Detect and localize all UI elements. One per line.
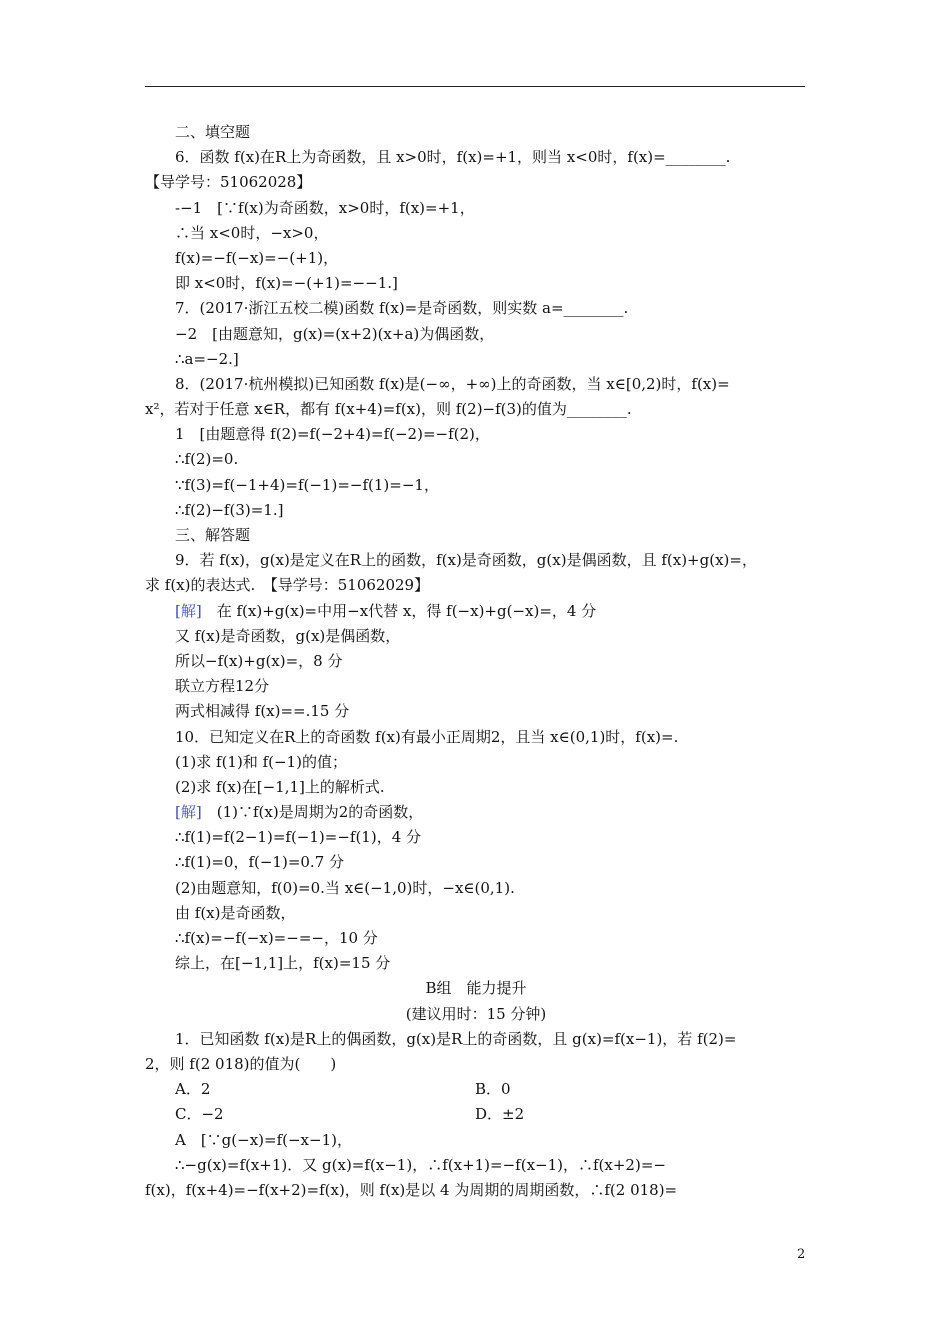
answer-line: ∴a=−2.] <box>175 349 239 368</box>
section-heading-fill-in: 二、填空题 <box>175 123 251 141</box>
solution-line <box>145 599 807 624</box>
solution-line: 联立方程12分 <box>175 677 270 696</box>
answer-line: f(x)，f(x+4)=−f(x+2)=f(x)，则 f(x)是以 4 为周期的周期函数，∴f(2 018)= <box>145 1180 678 1199</box>
answer-line: 即 x<0时，f(x)=−(+1)=−−1.] <box>175 274 398 293</box>
solution-line <box>145 800 807 825</box>
answer-line: 1 [由题意得 f(2)=f(−2+4)=f(−2)=−f(2)， <box>175 425 490 444</box>
answer-line: f(x)=−f(−x)=−(+1)， <box>175 248 339 267</box>
suggested-time: (建议用时：15 分钟) <box>405 1004 547 1023</box>
question-9: 9．若 f(x)，g(x)是定义在R上的函数，f(x)是奇函数，g(x)是偶函数，且 f(x)+g(x)=， <box>175 551 757 570</box>
solution-line: 又 f(x)是奇函数，g(x)是偶函数， <box>175 626 401 645</box>
solution-line: 两式相减得 f(x)==.15 分 <box>175 702 350 721</box>
solution-line: ∴f(x)=−f(−x)=−=−，10 分 <box>175 929 378 947</box>
group-b-heading: B组 能力提升 <box>425 979 527 998</box>
section-heading-solve: 三、解答题 <box>175 526 251 544</box>
solution-label: [解] <box>175 601 202 620</box>
option-d: D．±2 <box>475 1105 525 1124</box>
answer-line: ∴f(2)−f(3)=1.] <box>175 500 284 519</box>
answer-line: −2 [由题意知，g(x)=(x+2)(x+a)为偶函数， <box>175 324 495 343</box>
question-b1: 1．已知函数 f(x)是R上的偶函数，g(x)是R上的奇函数，且 g(x)=f(x−1)，若 f(2)= <box>175 1029 737 1048</box>
answer-line: -−1 [∵f(x)为奇函数，x>0时，f(x)=+1， <box>175 198 475 217</box>
question-10: 10．已知定义在R上的奇函数 f(x)有最小正周期2，且当 x∈(0,1)时，f(x)=. <box>175 727 679 746</box>
solution-line: ∴f(1)=f(2−1)=f(−1)=−f(1)，4 分 <box>175 828 422 847</box>
solution-label: [解] <box>175 803 202 822</box>
solution-line: 综上，在[−1,1]上，f(x)=15 分 <box>175 954 391 973</box>
question-8: 8．(2017·杭州模拟)已知函数 f(x)是(−∞，+∞)上的奇函数，当 x∈[0,2)时，f(x)= <box>175 374 730 393</box>
question-10-part2: (2)求 f(x)在[−1,1]上的解析式. <box>175 777 385 796</box>
solution-line: (2)由题意知，f(0)=0.当 x∈(−1,0)时，−x∈(0,1). <box>175 878 515 897</box>
option-b: B．0 <box>475 1080 511 1099</box>
option-a: A．2 <box>175 1080 211 1099</box>
page-number: 2 <box>797 1247 806 1262</box>
options-row <box>145 1102 807 1127</box>
question-9-cont: 求 f(x)的表达式. 【导学号：51062029】 <box>145 576 430 595</box>
header-rule <box>145 86 805 87</box>
answer-line: ∵f(3)=f(−1+4)=f(−1)=−f(1)=−1， <box>175 475 439 494</box>
question-8-cont: x²，若对于任意 x∈R，都有 f(x+4)=f(x)，则 f(2)−f(3)的值为________. <box>145 400 632 419</box>
guide-number: 【导学号：51062028】 <box>145 173 312 192</box>
answer-line: A [∵g(−x)=f(−x−1)， <box>175 1130 352 1149</box>
answer-line: ∴f(2)=0. <box>175 450 239 469</box>
answer-line: ∴当 x<0时，−x>0， <box>175 223 329 242</box>
question-6: 6．函数 f(x)在R上为奇函数，且 x>0时，f(x)=+1，则当 x<0时，f(x)=________. <box>175 148 731 167</box>
question-7: 7．(2017·浙江五校二模)函数 f(x)=是奇函数，则实数 a=________. <box>175 299 629 318</box>
answer-line: ∴−g(x)=f(x+1)．又 g(x)=f(x−1)，∴f(x+1)=−f(x−1)，∴f(x+2)=− <box>175 1155 666 1174</box>
solution-line: 所以−f(x)+g(x)=，8 分 <box>175 651 343 670</box>
solution-text: (1)∵f(x)是周期为2的奇函数， <box>216 803 424 822</box>
document-body <box>145 120 807 1203</box>
solution-text: 在 f(x)+g(x)=中用−x代替 x，得 f(−x)+g(−x)=，4 分 <box>216 601 597 620</box>
question-b1-cont: 2，则 f(2 018)的值为( ) <box>145 1054 337 1073</box>
option-c: C．−2 <box>175 1105 224 1124</box>
options-row <box>145 1077 807 1102</box>
solution-line: 由 f(x)是奇函数， <box>175 903 296 922</box>
question-10-part1: (1)求 f(1)和 f(−1)的值； <box>175 752 347 771</box>
solution-line: ∴f(1)=0，f(−1)=0.7 分 <box>175 853 345 872</box>
